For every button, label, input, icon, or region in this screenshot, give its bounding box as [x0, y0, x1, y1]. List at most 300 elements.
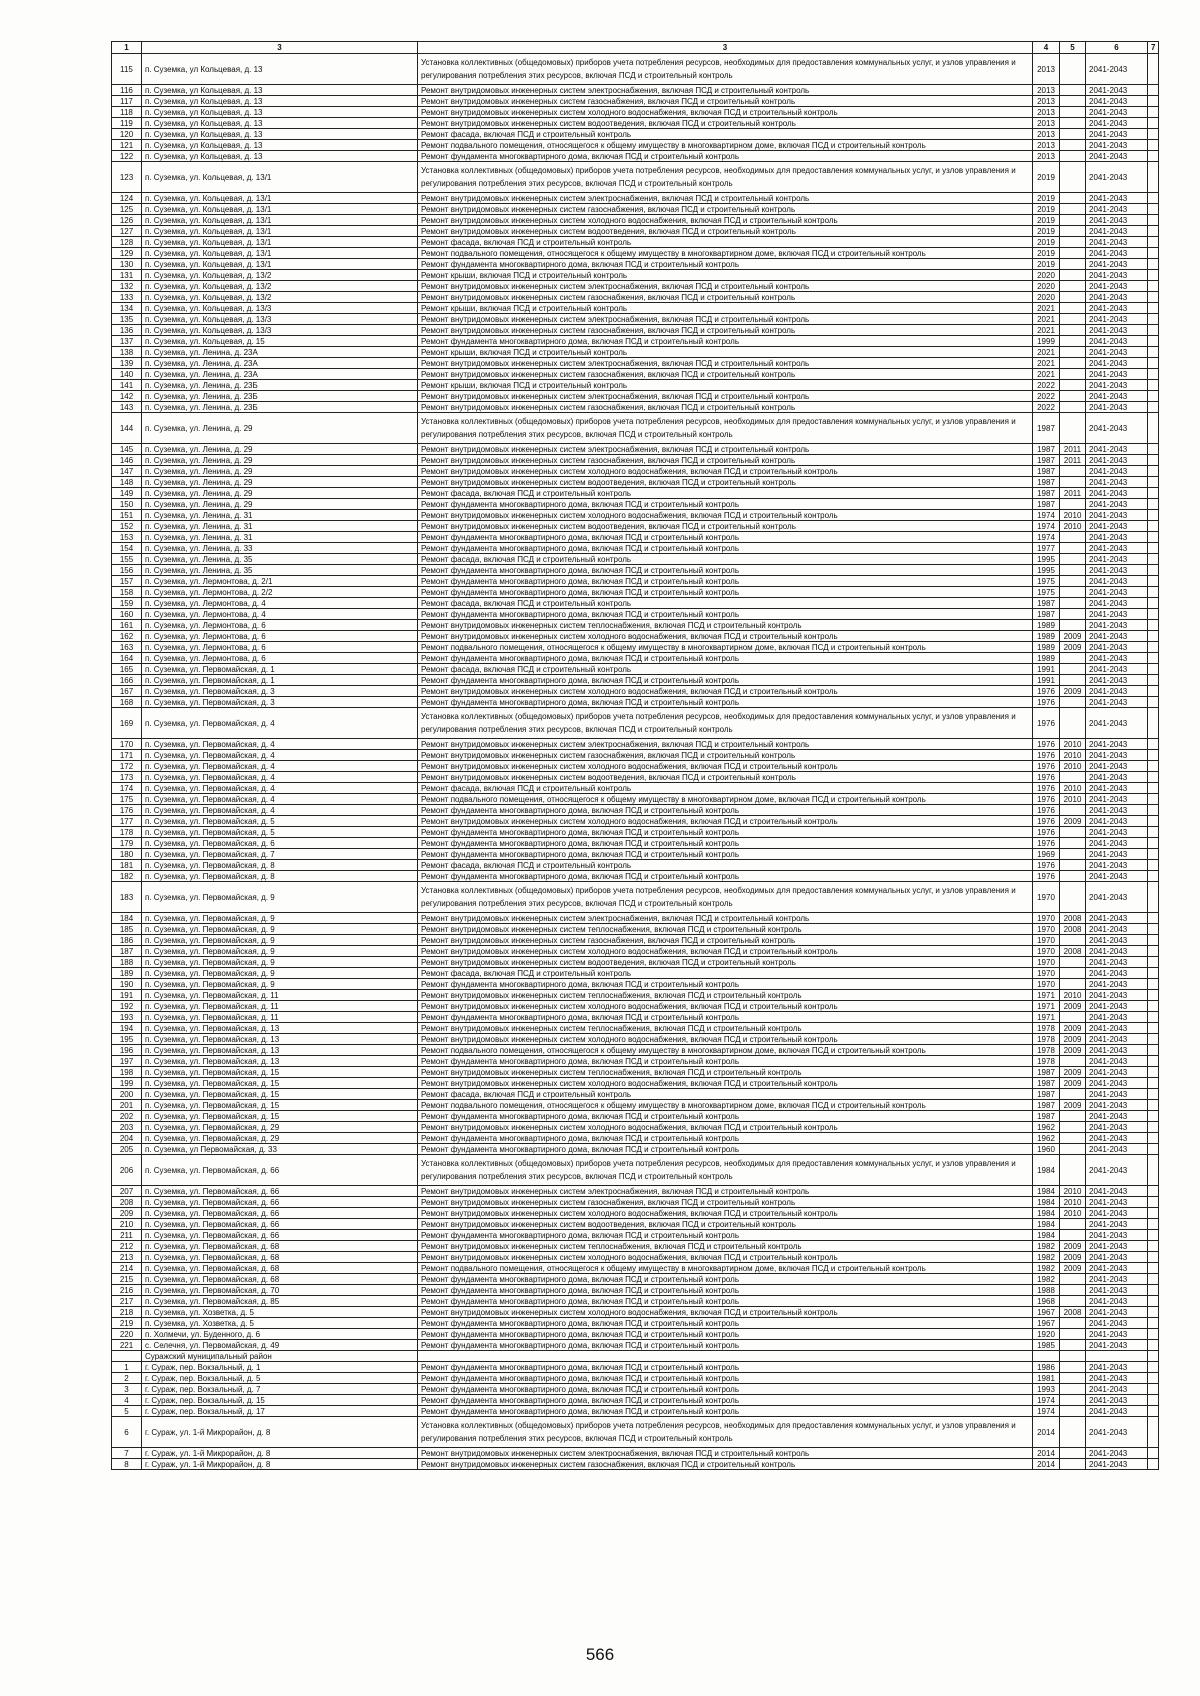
row-number: 134 — [112, 303, 142, 314]
extra-cell — [1148, 620, 1159, 631]
last-repair-year-cell: 2009 — [1060, 1241, 1086, 1252]
planned-period-cell: 2041-2043 — [1086, 1045, 1148, 1056]
last-repair-year-cell — [1060, 96, 1086, 107]
col-header-address: 3 — [142, 42, 418, 54]
address-cell: п. Суземка, ул Кольцевая, д. 13 — [142, 85, 418, 96]
year-built-cell: 2021 — [1033, 369, 1060, 380]
work-type-cell: Ремонт внутридомовых инженерных систем холодного водоснабжения, включая ПСД и строительный контроль — [418, 466, 1033, 477]
planned-period-cell: 2041-2043 — [1086, 499, 1148, 510]
row-number: 129 — [112, 248, 142, 259]
planned-period-cell: 2041-2043 — [1086, 1384, 1148, 1395]
work-type-cell: Ремонт фундамента многоквартирного дома, включая ПСД и строительный контроль — [418, 1395, 1033, 1406]
address-cell: п. Суземка, ул. Кольцевая, д. 13/1 — [142, 237, 418, 248]
work-type-cell: Ремонт крыши, включая ПСД и строительный контроль — [418, 270, 1033, 281]
row-number: 132 — [112, 281, 142, 292]
planned-period-cell: 2041-2043 — [1086, 543, 1148, 554]
extra-cell — [1148, 631, 1159, 642]
address-cell: п. Суземка, ул. Кольцевая, д. 13/2 — [142, 281, 418, 292]
planned-period-cell: 2041-2043 — [1086, 1274, 1148, 1285]
address-cell: п. Суземка, ул. Кольцевая, д. 13/3 — [142, 314, 418, 325]
table-row — [112, 1197, 1159, 1208]
last-repair-year-cell — [1060, 270, 1086, 281]
document-sheet — [111, 41, 1158, 1470]
last-repair-year-cell — [1060, 957, 1086, 968]
planned-period-cell: 2041-2043 — [1086, 924, 1148, 935]
table-row — [112, 532, 1159, 543]
work-type-cell: Ремонт внутридомовых инженерных систем газоснабжения, включая ПСД и строительный контроль — [418, 325, 1033, 336]
work-type-cell: Ремонт внутридомовых инженерных систем холодного водоснабжения, включая ПСД и строительный контроль — [418, 1208, 1033, 1219]
year-built-cell: 2013 — [1033, 129, 1060, 140]
table-row — [112, 675, 1159, 686]
work-type-cell: Ремонт фундамента многоквартирного дома, включая ПСД и строительный контроль — [418, 827, 1033, 838]
row-number: 157 — [112, 576, 142, 587]
work-type-cell: Ремонт фундамента многоквартирного дома, включая ПСД и строительный контроль — [418, 1111, 1033, 1122]
year-built-cell: 1960 — [1033, 1144, 1060, 1155]
row-number: 126 — [112, 215, 142, 226]
row-number: 193 — [112, 1012, 142, 1023]
table-row — [112, 1045, 1159, 1056]
extra-cell — [1148, 543, 1159, 554]
year-built-cell: 2020 — [1033, 270, 1060, 281]
year-built-cell: 1981 — [1033, 1373, 1060, 1384]
work-type-cell: Ремонт фундамента многоквартирного дома, включая ПСД и строительный контроль — [418, 1340, 1033, 1351]
year-built-cell: 1978 — [1033, 1045, 1060, 1056]
last-repair-year-cell — [1060, 292, 1086, 303]
planned-period-cell: 2041-2043 — [1086, 455, 1148, 466]
work-type-cell: Ремонт фундамента многоквартирного дома, включая ПСД и строительный контроль — [418, 805, 1033, 816]
row-number: 133 — [112, 292, 142, 303]
table-row — [112, 849, 1159, 860]
extra-cell — [1148, 259, 1159, 270]
work-type-cell: Ремонт внутридомовых инженерных систем электроснабжения, включая ПСД и строительный контроль — [418, 913, 1033, 924]
work-type-cell: Ремонт фундамента многоквартирного дома, включая ПСД и строительный контроль — [418, 1406, 1033, 1417]
planned-period-cell: 2041-2043 — [1086, 979, 1148, 990]
work-type-cell: Ремонт фундамента многоквартирного дома, включая ПСД и строительный контроль — [418, 697, 1033, 708]
planned-period-cell: 2041-2043 — [1086, 871, 1148, 882]
last-repair-year-cell — [1060, 336, 1086, 347]
work-type-cell: Ремонт фасада, включая ПСД и строительный контроль — [418, 488, 1033, 499]
row-number: 119 — [112, 118, 142, 129]
extra-cell — [1148, 54, 1159, 85]
row-number: 220 — [112, 1329, 142, 1340]
year-built-cell: 1967 — [1033, 1318, 1060, 1329]
planned-period-cell: 2041-2043 — [1086, 631, 1148, 642]
row-number: 144 — [112, 413, 142, 444]
work-type-cell: Ремонт внутридомовых инженерных систем газоснабжения, включая ПСД и строительный контроль — [418, 402, 1033, 413]
row-number: 221 — [112, 1340, 142, 1351]
row-number: 178 — [112, 827, 142, 838]
planned-period-cell: 2041-2043 — [1086, 521, 1148, 532]
planned-period-cell: 2041-2043 — [1086, 1056, 1148, 1067]
year-built-cell: 1976 — [1033, 761, 1060, 772]
address-cell: г. Сураж, ул. 1-й Микрорайон, д. 8 — [142, 1417, 418, 1448]
extra-cell — [1148, 444, 1159, 455]
row-number: 213 — [112, 1252, 142, 1263]
row-number: 218 — [112, 1307, 142, 1318]
year-built-cell: 1976 — [1033, 860, 1060, 871]
address-cell: п. Суземка, ул. Первомайская, д. 11 — [142, 990, 418, 1001]
address-cell: п. Суземка, ул. Лермонтова, д. 6 — [142, 620, 418, 631]
address-cell: п. Суземка, ул. Кольцевая, д. 13/2 — [142, 270, 418, 281]
last-repair-year-cell — [1060, 664, 1086, 675]
row-number: 164 — [112, 653, 142, 664]
table-row — [112, 1023, 1159, 1034]
extra-cell — [1148, 303, 1159, 314]
extra-cell — [1148, 413, 1159, 444]
last-repair-year-cell — [1060, 129, 1086, 140]
table-row — [112, 968, 1159, 979]
empty-cell — [1148, 1351, 1159, 1362]
work-type-cell: Установка коллективных (общедомовых) приборов учета потребления ресурсов, необходимых для предоставления коммунальных услуг, и узлов управления и регулирования потребления этих ресурсов, включая ПСД и строительный контроль — [418, 162, 1033, 193]
planned-period-cell: 2041-2043 — [1086, 336, 1148, 347]
work-type-cell: Ремонт фундамента многоквартирного дома, включая ПСД и строительный контроль — [418, 576, 1033, 587]
extra-cell — [1148, 96, 1159, 107]
row-number: 4 — [112, 1395, 142, 1406]
row-number: 159 — [112, 598, 142, 609]
table-row — [112, 642, 1159, 653]
planned-period-cell: 2041-2043 — [1086, 1406, 1148, 1417]
extra-cell — [1148, 1274, 1159, 1285]
table-row — [112, 1186, 1159, 1197]
work-type-cell: Ремонт фундамента многоквартирного дома, включая ПСД и строительный контроль — [418, 1384, 1033, 1395]
address-cell: г. Сураж, пер. Вокзальный, д. 15 — [142, 1395, 418, 1406]
address-cell: п. Суземка, ул. Кольцевая, д. 13/1 — [142, 259, 418, 270]
year-built-cell: 1982 — [1033, 1241, 1060, 1252]
last-repair-year-cell — [1060, 576, 1086, 587]
planned-period-cell: 2041-2043 — [1086, 237, 1148, 248]
extra-cell — [1148, 1340, 1159, 1351]
extra-cell — [1148, 1056, 1159, 1067]
row-number: 136 — [112, 325, 142, 336]
extra-cell — [1148, 1067, 1159, 1078]
address-cell: п. Суземка, ул. Кольцевая, д. 13/1 — [142, 162, 418, 193]
work-type-cell: Ремонт внутридомовых инженерных систем теплоснабжения, включая ПСД и строительный контроль — [418, 1067, 1033, 1078]
row-number: 127 — [112, 226, 142, 237]
table-row — [112, 882, 1159, 913]
last-repair-year-cell — [1060, 1111, 1086, 1122]
last-repair-year-cell: 2009 — [1060, 686, 1086, 697]
planned-period-cell: 2041-2043 — [1086, 402, 1148, 413]
row-number: 191 — [112, 990, 142, 1001]
work-type-cell: Ремонт подвального помещения, относящегося к общему имуществу в многоквартирном доме, включая ПСД и строительный контроль — [418, 248, 1033, 259]
work-type-cell: Ремонт фундамента многоквартирного дома, включая ПСД и строительный контроль — [418, 1056, 1033, 1067]
extra-cell — [1148, 838, 1159, 849]
address-cell: п. Суземка, ул. Ленина, д. 29 — [142, 488, 418, 499]
row-number: 205 — [112, 1144, 142, 1155]
table-row — [112, 259, 1159, 270]
address-cell: п. Суземка, ул. Первомайская, д. 15 — [142, 1111, 418, 1122]
last-repair-year-cell — [1060, 1274, 1086, 1285]
table-row — [112, 794, 1159, 805]
last-repair-year-cell: 2009 — [1060, 816, 1086, 827]
year-built-cell: 2022 — [1033, 380, 1060, 391]
row-number: 128 — [112, 237, 142, 248]
planned-period-cell: 2041-2043 — [1086, 477, 1148, 488]
work-type-cell: Ремонт фундамента многоквартирного дома, включая ПСД и строительный контроль — [418, 587, 1033, 598]
work-type-cell: Ремонт фасада, включая ПСД и строительный контроль — [418, 783, 1033, 794]
planned-period-cell: 2041-2043 — [1086, 1307, 1148, 1318]
planned-period-cell: 2041-2043 — [1086, 1078, 1148, 1089]
row-number: 140 — [112, 369, 142, 380]
work-type-cell: Ремонт внутридомовых инженерных систем газоснабжения, включая ПСД и строительный контроль — [418, 369, 1033, 380]
year-built-cell: 1982 — [1033, 1252, 1060, 1263]
extra-cell — [1148, 1329, 1159, 1340]
planned-period-cell: 2041-2043 — [1086, 686, 1148, 697]
extra-cell — [1148, 968, 1159, 979]
year-built-cell: 1978 — [1033, 1023, 1060, 1034]
planned-period-cell: 2041-2043 — [1086, 413, 1148, 444]
year-built-cell: 1982 — [1033, 1274, 1060, 1285]
extra-cell — [1148, 576, 1159, 587]
address-cell: п. Суземка, ул. Первомайская, д. 4 — [142, 772, 418, 783]
planned-period-cell: 2041-2043 — [1086, 1285, 1148, 1296]
year-built-cell: 1970 — [1033, 957, 1060, 968]
planned-period-cell: 2041-2043 — [1086, 510, 1148, 521]
work-type-cell: Ремонт крыши, включая ПСД и строительный контроль — [418, 347, 1033, 358]
table-row — [112, 1274, 1159, 1285]
work-type-cell: Ремонт подвального помещения, относящегося к общему имуществу в многоквартирном доме, включая ПСД и строительный контроль — [418, 1263, 1033, 1274]
year-built-cell: 1971 — [1033, 990, 1060, 1001]
year-built-cell: 1987 — [1033, 413, 1060, 444]
address-cell: п. Суземка, ул. Первомайская, д. 68 — [142, 1263, 418, 1274]
last-repair-year-cell — [1060, 1012, 1086, 1023]
work-type-cell: Ремонт внутридомовых инженерных систем холодного водоснабжения, включая ПСД и строительный контроль — [418, 686, 1033, 697]
row-number: 7 — [112, 1448, 142, 1459]
planned-period-cell: 2041-2043 — [1086, 609, 1148, 620]
address-cell: п. Суземка, ул. Ленина, д. 23А — [142, 369, 418, 380]
planned-period-cell: 2041-2043 — [1086, 1034, 1148, 1045]
row-number: 175 — [112, 794, 142, 805]
last-repair-year-cell: 2010 — [1060, 1197, 1086, 1208]
planned-period-cell: 2041-2043 — [1086, 1219, 1148, 1230]
address-cell: п. Суземка, ул. Первомайская, д. 4 — [142, 794, 418, 805]
extra-cell — [1148, 369, 1159, 380]
planned-period-cell: 2041-2043 — [1086, 1373, 1148, 1384]
address-cell: п. Суземка, ул. Первомайская, д. 9 — [142, 882, 418, 913]
row-number: 158 — [112, 587, 142, 598]
year-built-cell: 1968 — [1033, 1296, 1060, 1307]
extra-cell — [1148, 1285, 1159, 1296]
table-row — [112, 270, 1159, 281]
year-built-cell: 2019 — [1033, 204, 1060, 215]
year-built-cell: 1978 — [1033, 1034, 1060, 1045]
row-number: 170 — [112, 739, 142, 750]
last-repair-year-cell — [1060, 860, 1086, 871]
work-type-cell: Ремонт внутридомовых инженерных систем теплоснабжения, включая ПСД и строительный контроль — [418, 990, 1033, 1001]
last-repair-year-cell — [1060, 1089, 1086, 1100]
address-cell: п. Суземка, ул. Первомайская, д. 68 — [142, 1241, 418, 1252]
year-built-cell: 1984 — [1033, 1219, 1060, 1230]
planned-period-cell: 2041-2043 — [1086, 1296, 1148, 1307]
year-built-cell: 1976 — [1033, 697, 1060, 708]
extra-cell — [1148, 913, 1159, 924]
last-repair-year-cell — [1060, 827, 1086, 838]
row-number: 168 — [112, 697, 142, 708]
table-row — [112, 924, 1159, 935]
year-built-cell: 2019 — [1033, 226, 1060, 237]
col-header-planned-period: 6 — [1086, 42, 1148, 54]
address-cell: п. Суземка, ул. Первомайская, д. 4 — [142, 761, 418, 772]
table-row — [112, 204, 1159, 215]
last-repair-year-cell: 2010 — [1060, 794, 1086, 805]
extra-cell — [1148, 924, 1159, 935]
extra-cell — [1148, 1459, 1159, 1470]
address-cell: п. Суземка, ул. Ленина, д. 29 — [142, 499, 418, 510]
row-number: 138 — [112, 347, 142, 358]
table-row — [112, 1340, 1159, 1351]
year-built-cell: 2014 — [1033, 1448, 1060, 1459]
last-repair-year-cell — [1060, 325, 1086, 336]
address-cell: п. Суземка, ул. Первомайская, д. 29 — [142, 1122, 418, 1133]
address-cell: п. Суземка, ул. Хозветка, д. 5 — [142, 1307, 418, 1318]
table-row — [112, 1133, 1159, 1144]
row-number: 137 — [112, 336, 142, 347]
row-number: 219 — [112, 1318, 142, 1329]
extra-cell — [1148, 204, 1159, 215]
work-type-cell: Ремонт внутридомовых инженерных систем водоотведения, включая ПСД и строительный контроль — [418, 118, 1033, 129]
table-row — [112, 488, 1159, 499]
row-number: 204 — [112, 1133, 142, 1144]
table-row — [112, 281, 1159, 292]
table-row — [112, 358, 1159, 369]
address-cell: п. Суземка, ул. Первомайская, д. 4 — [142, 708, 418, 739]
year-built-cell: 1976 — [1033, 708, 1060, 739]
year-built-cell: 1920 — [1033, 1329, 1060, 1340]
extra-cell — [1148, 565, 1159, 576]
planned-period-cell: 2041-2043 — [1086, 380, 1148, 391]
work-type-cell: Ремонт внутридомовых инженерных систем электроснабжения, включая ПСД и строительный контроль — [418, 358, 1033, 369]
planned-period-cell: 2041-2043 — [1086, 708, 1148, 739]
table-row — [112, 391, 1159, 402]
extra-cell — [1148, 1219, 1159, 1230]
year-built-cell: 2013 — [1033, 54, 1060, 85]
work-type-cell: Ремонт фундамента многоквартирного дома, включая ПСД и строительный контроль — [418, 675, 1033, 686]
extra-cell — [1148, 1197, 1159, 1208]
row-number: 179 — [112, 838, 142, 849]
extra-cell — [1148, 772, 1159, 783]
table-row — [112, 369, 1159, 380]
row-number: 146 — [112, 455, 142, 466]
work-type-cell: Ремонт внутридомовых инженерных систем электроснабжения, включая ПСД и строительный контроль — [418, 281, 1033, 292]
planned-period-cell: 2041-2043 — [1086, 347, 1148, 358]
work-type-cell: Ремонт фундамента многоквартирного дома, включая ПСД и строительный контроль — [418, 336, 1033, 347]
last-repair-year-cell: 2008 — [1060, 946, 1086, 957]
table-row — [112, 1219, 1159, 1230]
address-cell: г. Сураж, пер. Вокзальный, д. 17 — [142, 1406, 418, 1417]
table-row — [112, 686, 1159, 697]
last-repair-year-cell — [1060, 772, 1086, 783]
extra-cell — [1148, 1078, 1159, 1089]
last-repair-year-cell: 2009 — [1060, 1023, 1086, 1034]
row-number: 200 — [112, 1089, 142, 1100]
planned-period-cell: 2041-2043 — [1086, 1012, 1148, 1023]
planned-period-cell: 2041-2043 — [1086, 1263, 1148, 1274]
address-cell: п. Суземка, ул. Первомайская, д. 68 — [142, 1274, 418, 1285]
extra-cell — [1148, 1307, 1159, 1318]
last-repair-year-cell — [1060, 838, 1086, 849]
row-number: 1 — [112, 1362, 142, 1373]
address-cell: п. Суземка, ул. Хозветка, д. 5 — [142, 1318, 418, 1329]
last-repair-year-cell — [1060, 413, 1086, 444]
address-cell: п. Суземка, ул. Ленина, д. 29 — [142, 477, 418, 488]
address-cell: п. Суземка, ул. Ленина, д. 23Б — [142, 391, 418, 402]
table-row — [112, 1417, 1159, 1448]
planned-period-cell: 2041-2043 — [1086, 554, 1148, 565]
extra-cell — [1148, 1045, 1159, 1056]
year-built-cell: 2021 — [1033, 347, 1060, 358]
work-type-cell: Ремонт фасада, включая ПСД и строительный контроль — [418, 237, 1033, 248]
last-repair-year-cell — [1060, 1144, 1086, 1155]
extra-cell — [1148, 347, 1159, 358]
address-cell: п. Суземка, ул. Первомайская, д. 9 — [142, 935, 418, 946]
year-built-cell: 1989 — [1033, 631, 1060, 642]
work-type-cell: Ремонт крыши, включая ПСД и строительный контроль — [418, 303, 1033, 314]
year-built-cell: 2019 — [1033, 162, 1060, 193]
row-number: 169 — [112, 708, 142, 739]
address-cell: п. Суземка, ул. Кольцевая, д. 13/3 — [142, 325, 418, 336]
section-number-cell — [112, 1351, 142, 1362]
extra-cell — [1148, 151, 1159, 162]
extra-cell — [1148, 358, 1159, 369]
planned-period-cell: 2041-2043 — [1086, 466, 1148, 477]
table-row — [112, 193, 1159, 204]
last-repair-year-cell: 2011 — [1060, 488, 1086, 499]
extra-cell — [1148, 380, 1159, 391]
extra-cell — [1148, 1384, 1159, 1395]
work-type-cell: Ремонт фундамента многоквартирного дома, включая ПСД и строительный контроль — [418, 1373, 1033, 1384]
col-header-work-type: 3 — [418, 42, 1033, 54]
planned-period-cell: 2041-2043 — [1086, 259, 1148, 270]
extra-cell — [1148, 675, 1159, 686]
work-type-cell: Ремонт фасада, включая ПСД и строительный контроль — [418, 598, 1033, 609]
planned-period-cell: 2041-2043 — [1086, 1197, 1148, 1208]
year-built-cell: 1987 — [1033, 598, 1060, 609]
row-number: 145 — [112, 444, 142, 455]
address-cell: п. Суземка, ул. Лермонтова, д. 4 — [142, 598, 418, 609]
work-type-cell: Ремонт фундамента многоквартирного дома, включая ПСД и строительный контроль — [418, 1230, 1033, 1241]
last-repair-year-cell — [1060, 587, 1086, 598]
last-repair-year-cell — [1060, 151, 1086, 162]
work-type-cell: Ремонт внутридомовых инженерных систем газоснабжения, включая ПСД и строительный контроль — [418, 1459, 1033, 1470]
row-number: 180 — [112, 849, 142, 860]
last-repair-year-cell — [1060, 1395, 1086, 1406]
last-repair-year-cell: 2009 — [1060, 642, 1086, 653]
row-number: 194 — [112, 1023, 142, 1034]
row-number: 117 — [112, 96, 142, 107]
row-number: 167 — [112, 686, 142, 697]
table-row — [112, 565, 1159, 576]
row-number: 188 — [112, 957, 142, 968]
extra-cell — [1148, 1406, 1159, 1417]
address-cell: п. Суземка, ул Кольцевая, д. 13 — [142, 151, 418, 162]
work-type-cell: Ремонт фундамента многоквартирного дома, включая ПСД и строительный контроль — [418, 1012, 1033, 1023]
work-type-cell: Ремонт внутридомовых инженерных систем газоснабжения, включая ПСД и строительный контроль — [418, 96, 1033, 107]
extra-cell — [1148, 1208, 1159, 1219]
year-built-cell: 2014 — [1033, 1459, 1060, 1470]
planned-period-cell: 2041-2043 — [1086, 281, 1148, 292]
extra-cell — [1148, 1263, 1159, 1274]
row-number: 214 — [112, 1263, 142, 1274]
table-row — [112, 1155, 1159, 1186]
address-cell: п. Суземка, ул. Кольцевая, д. 13/1 — [142, 226, 418, 237]
table-row — [112, 303, 1159, 314]
extra-cell — [1148, 761, 1159, 772]
work-type-cell: Ремонт внутридомовых инженерных систем газоснабжения, включая ПСД и строительный контроль — [418, 292, 1033, 303]
year-built-cell: 1976 — [1033, 827, 1060, 838]
planned-period-cell: 2041-2043 — [1086, 162, 1148, 193]
address-cell: п. Суземка, ул. Первомайская, д. 11 — [142, 1012, 418, 1023]
last-repair-year-cell: 2010 — [1060, 1186, 1086, 1197]
